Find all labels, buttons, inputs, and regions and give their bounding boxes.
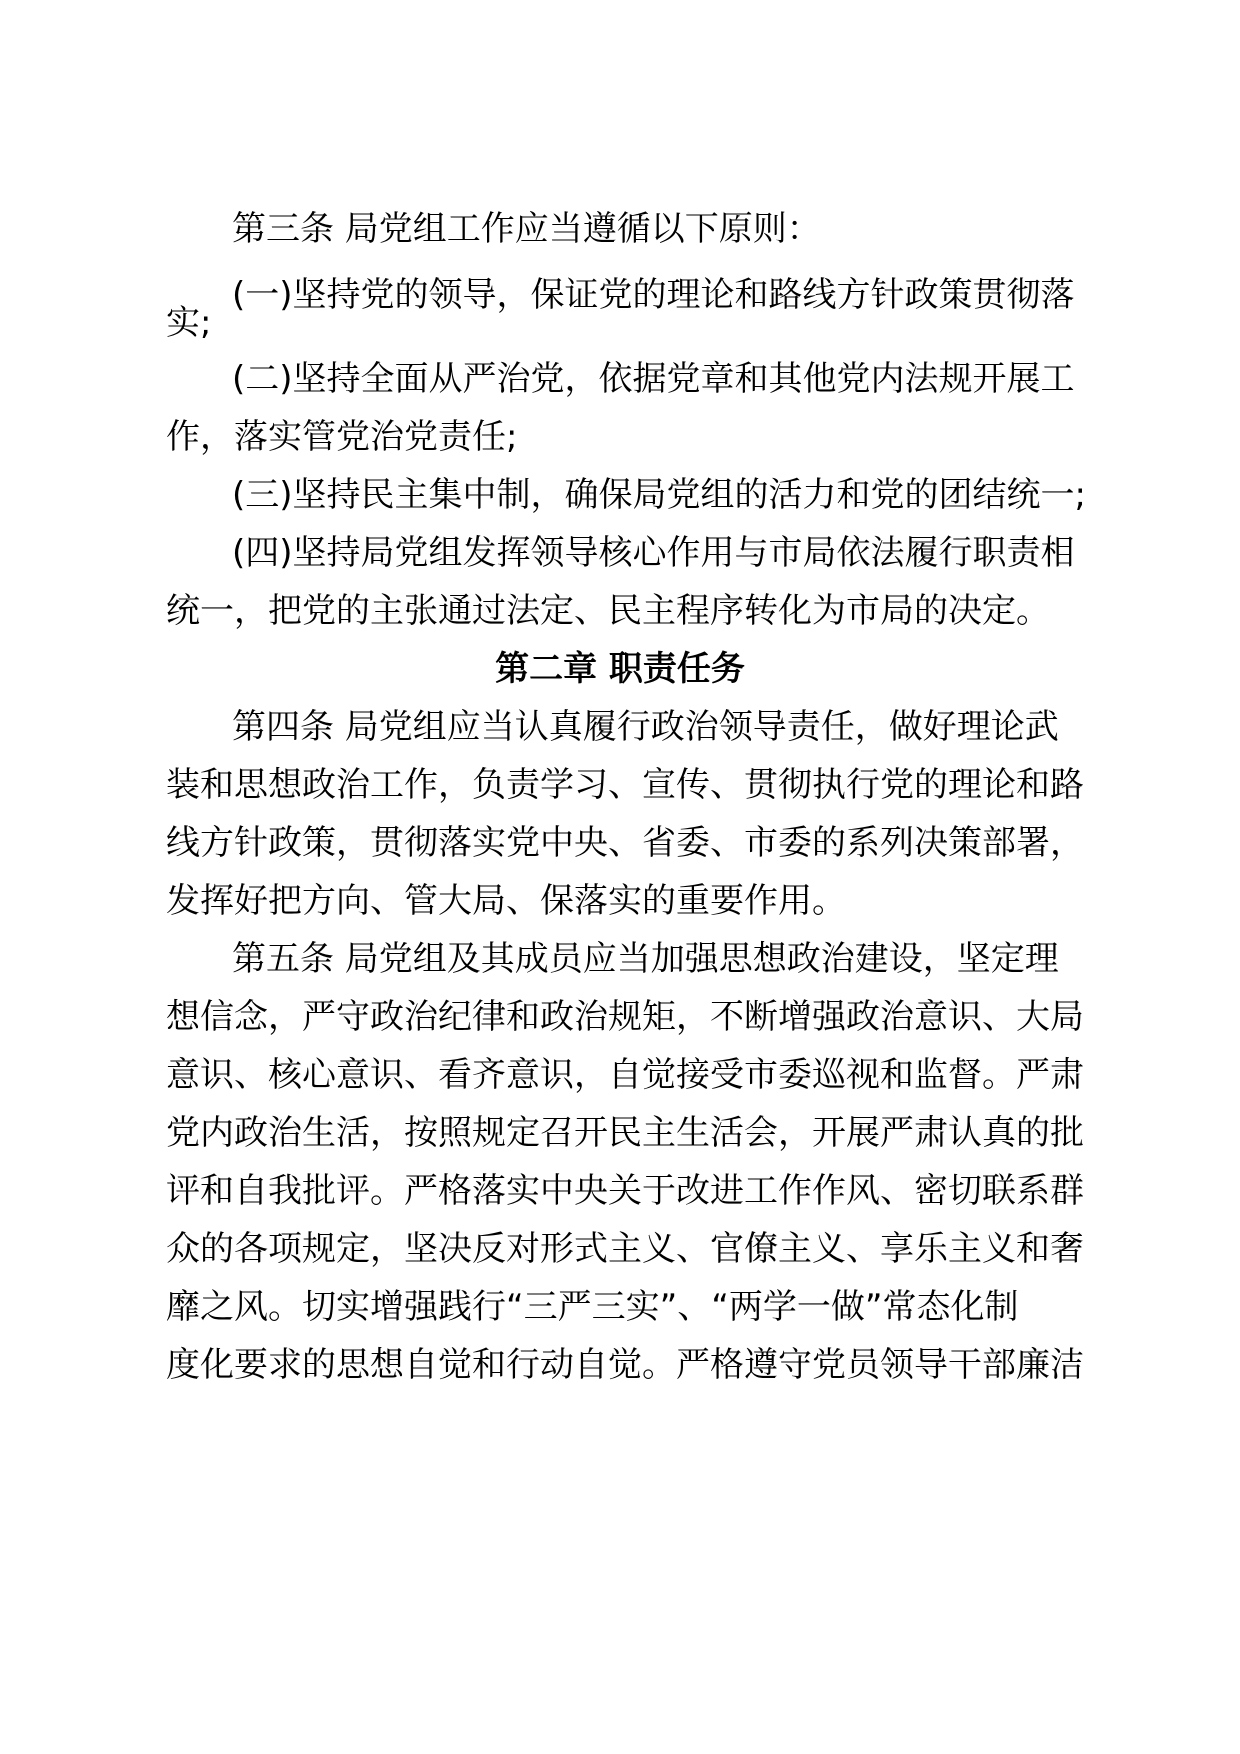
- principle-1-line-1: (一)坚持党的领导，保证党的理论和路线方针政策贯彻落: [232, 275, 1075, 315]
- article-4-line-3: 线方针政策，贯彻落实党中央、省委、市委的系列决策部署，: [166, 823, 1084, 863]
- article-5-line-4: 党内政治生活，按照规定召开民主生活会，开展严肃认真的批: [166, 1113, 1084, 1153]
- chapter-2-title: 第二章 职责任务: [495, 649, 745, 689]
- principle-4-line-2: 统一，把党的主张通过法定、民主程序转化为市局的决定。: [166, 591, 1050, 631]
- article-5-line-7: 靡之风。切实增强践行“三严三实”、“两学一做”常态化制: [166, 1287, 1019, 1327]
- article-5-line-8: 度化要求的思想自觉和行动自觉。严格遵守党员领导干部廉洁: [166, 1345, 1084, 1385]
- principle-4-line-1: (四)坚持局党组发挥领导核心作用与市局依法履行职责相: [232, 533, 1075, 573]
- principle-2-line-1: (二)坚持全面从严治党，依据党章和其他党内法规开展工: [232, 359, 1075, 399]
- principle-1-line-2: 实;: [166, 303, 212, 343]
- article-5-line-1: 第五条 局党组及其成员应当加强思想政治建设，坚定理: [232, 939, 1059, 979]
- article-5-line-5: 评和自我批评。严格落实中央关于改进工作作风、密切联系群: [166, 1171, 1084, 1211]
- article-4-line-4: 发挥好把方向、管大局、保落实的重要作用。: [166, 881, 846, 921]
- principle-3-line: (三)坚持民主集中制，确保局党组的活力和党的团结统一;: [232, 475, 1086, 515]
- article-5-line-6: 众的各项规定，坚决反对形式主义、官僚主义、享乐主义和奢: [166, 1229, 1084, 1269]
- article-5-line-2: 想信念，严守政治纪律和政治规矩，不断增强政治意识、大局: [166, 997, 1084, 1037]
- article-3-heading: 第三条 局党组工作应当遵循以下原则：: [232, 209, 821, 249]
- principle-2-line-2: 作，落实管党治党责任;: [166, 417, 518, 457]
- article-4-line-2: 装和思想政治工作，负责学习、宣传、贯彻执行党的理论和路: [166, 765, 1084, 805]
- article-5-line-3: 意识、核心意识、看齐意识，自觉接受市委巡视和监督。严肃: [166, 1055, 1084, 1095]
- article-4-line-1: 第四条 局党组应当认真履行政治领导责任，做好理论武: [232, 707, 1059, 747]
